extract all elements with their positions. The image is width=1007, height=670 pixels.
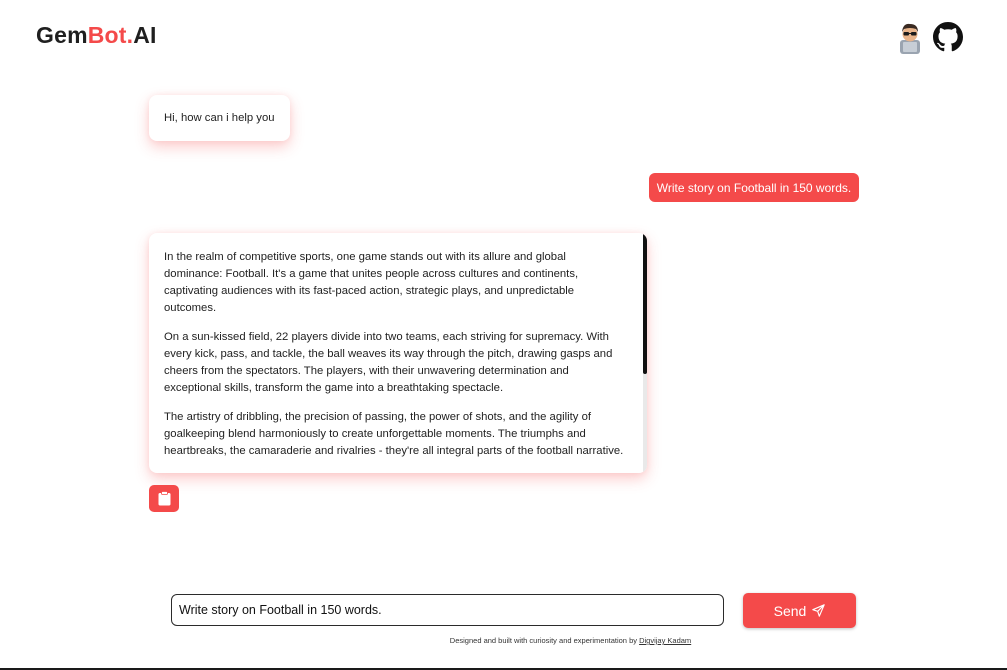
paper-plane-icon [812,604,825,617]
footer-author-link[interactable]: Digvijay Kadam [639,636,692,645]
bot-greeting-bubble [149,95,290,141]
logo [36,22,157,49]
response-paragraph-3: The artistry of dribbling, the precision of passing, the power of shots, and the agility of goalkeeping blend harmoniously to create unforgettable moments. The triumphs and heartbreaks, the camaraderie and rivalries - they're all integral parts of the football narrative. [164,411,624,457]
send-button[interactable] [743,593,856,628]
copy-response-button[interactable] [149,485,179,512]
header-icons [897,20,963,54]
user-message-text: Write story on Football in 150 words. [656,180,852,195]
bot-response-bubble[interactable] [149,233,647,473]
avatar[interactable] [897,20,923,54]
clipboard-icon [158,491,171,506]
user-message-bubble [649,173,859,202]
response-scroll-area[interactable] [149,233,643,473]
response-paragraph-1: In the realm of competitive sports, one game stands out with its allure and global dominance: Football. It's a game that unites people across cultures and continents, captivating audiences with its fast-paced action, strategic plays, and unpredictable outcomes. [164,251,579,314]
logo-part-ai: AI [133,22,157,48]
bot-greeting-text: Hi, how can i help you [164,111,275,124]
send-label: Send [773,602,807,619]
response-paragraph-2: On a sun-kissed field, 22 players divide into two teams, each striving for supremacy. With every kick, pass, and tackle, the ball weaves its way through the pitch, drawing gasps and cheers from the spectators. The players, with their unwavering determination and exceptional skills, transform the game into a breathtaking spectacle. [164,331,613,394]
logo-part-bot: Bot. [87,22,134,48]
footer-text: Designed and built with curiosity and experimentation by [449,636,640,645]
footer [0,636,1007,645]
github-icon[interactable] [933,22,963,52]
logo-part-gem: Gem [36,22,88,48]
prompt-input[interactable] [171,594,724,626]
scrollbar-thumb[interactable] [643,233,647,374]
